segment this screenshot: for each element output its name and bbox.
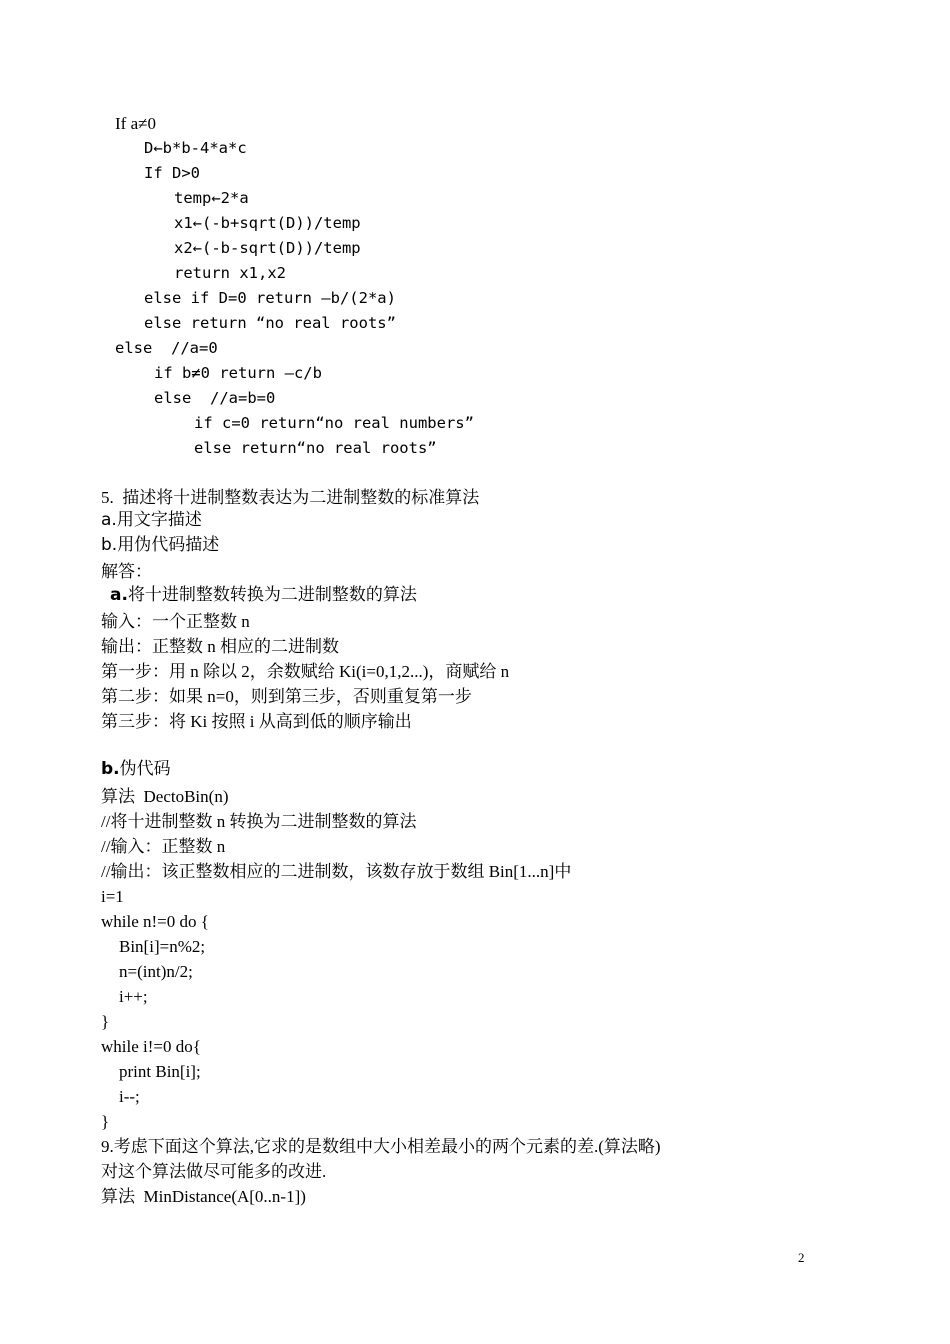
answer-b-prefix: b. (101, 759, 120, 779)
pseudo-line: //输出：该正整数相应的二进制数，该数存放于数组 Bin[1...n]中 (101, 862, 572, 881)
code-line: If D>0 (144, 164, 200, 182)
answer-b-heading (101, 756, 171, 781)
question-option-a: a.用文字描述 (101, 510, 202, 530)
question-text: 对这个算法做尽可能多的改进. (101, 1162, 327, 1181)
page-number: 2 (798, 1250, 805, 1265)
pseudo-line: n=(int)n/2; (119, 962, 193, 981)
answer-a-prefix: a. (110, 585, 128, 605)
answer-b-title: 伪代码 (119, 759, 171, 778)
code-line: x2←(-b-sqrt(D))/temp (174, 239, 361, 257)
pseudo-line: i++; (119, 987, 148, 1006)
question-title: 9.考虑下面这个算法,它求的是数组中大小相差最小的两个元素的差.(算法略) (101, 1137, 661, 1156)
code-line: else //a=0 (115, 339, 218, 357)
code-line: temp←2*a (174, 189, 249, 207)
code-line: If a≠0 (115, 114, 156, 133)
pseudo-line: } (101, 1012, 110, 1031)
code-line: D←b*b-4*a*c (144, 139, 247, 157)
pseudo-line: //将十进制整数 n 转换为二进制整数的算法 (101, 812, 417, 831)
code-line: else //a=b=0 (154, 389, 276, 407)
pseudo-line: print Bin[i]; (119, 1062, 201, 1081)
algorithm-step-3: 第三步：将 Ki 按照 i 从高到低的顺序输出 (101, 712, 412, 731)
answer-a-heading (110, 582, 417, 607)
answer-label: 解答： (101, 562, 152, 581)
pseudo-line: //输入：正整数 n (101, 837, 226, 856)
algorithm-signature: 算法 MinDistance(A[0..n-1]) (101, 1187, 306, 1206)
algorithm-step-1: 第一步：用 n 除以 2，余数赋给 Ki(i=0,1,2...)，商赋给 n (101, 662, 510, 681)
pseudo-line: } (101, 1112, 110, 1131)
pseudo-line: while n!=0 do { (101, 912, 209, 931)
answer-a-title: 将十进制整数转换为二进制整数的算法 (127, 585, 417, 604)
code-line: if b≠0 return –c/b (154, 364, 322, 382)
pseudo-line: Bin[i]=n%2; (119, 937, 206, 956)
question-option-b: b.用伪代码描述 (101, 535, 220, 555)
code-line: else return“no real roots” (194, 439, 437, 457)
code-line: if c=0 return“no real numbers” (194, 414, 474, 432)
algorithm-step-2: 第二步：如果 n=0，则到第三步，否则重复第一步 (101, 687, 472, 706)
pseudo-line: 算法 DectoBin(n) (101, 787, 229, 806)
code-line: x1←(-b+sqrt(D))/temp (174, 214, 361, 232)
algorithm-input: 输入：一个正整数 n (101, 612, 250, 631)
pseudo-line: while i!=0 do{ (101, 1037, 201, 1056)
code-line: else if D=0 return –b/(2*a) (144, 289, 396, 307)
code-line: return x1,x2 (174, 264, 286, 282)
algorithm-output: 输出：正整数 n 相应的二进制数 (101, 637, 339, 656)
pseudo-line: i=1 (101, 887, 124, 906)
pseudo-line: i--; (119, 1087, 140, 1106)
question-title: 5. 描述将十进制整数表达为二进制整数的标准算法 (101, 488, 480, 507)
code-line: else return “no real roots” (144, 314, 396, 332)
